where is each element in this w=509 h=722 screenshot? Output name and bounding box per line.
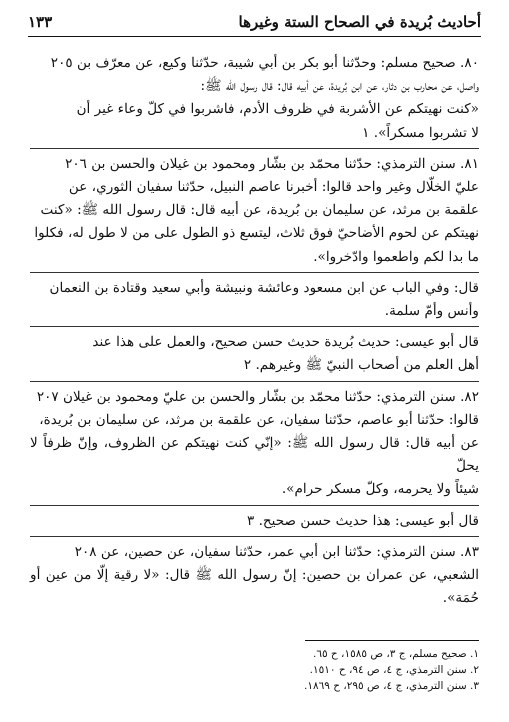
header-title: أحاديث بُريدة في الصحاح الستة وغيرها [238,13,481,31]
section-divider [30,381,479,382]
header-divider [28,36,481,37]
text-line: لا تشربوا مسكراً». ١ [362,124,479,141]
commentary-82 [30,510,479,533]
text-line: قالوا: حدّثنا أبو عاصم، حدّثنا سفيان، عن علقمة بن مرثد، عن سليمان بن بُريدة، [39,411,479,428]
section-divider [30,505,479,506]
commentary-81-b [30,331,479,377]
page-body [30,52,479,610]
text-line: وأنس وأمّ سلمة. [384,303,479,320]
running-header [28,10,481,34]
text-line: عليّ الخلّال وغير واحد قالوا: أخبرنا عاصم النبيل، حدّثنا سفيان الثوري، عن [68,179,479,196]
text-line: الشعبي، عن عمران بن حصين: إنّ رسول الله ﷺ قال: «لا رقية إلّا من عين أو حُمَة». [30,567,479,607]
hadith-82 [30,386,479,502]
text-line: واصل، عن محارب بن دثار، عن ابن بُريدة، عن أبيه قال: قال رسول الله ﷺ: [200,78,479,95]
section-divider [30,272,479,273]
footnote-divider [305,640,479,641]
text-line: ٨٠. صحيح مسلم: وحدّثنا أبو بكر بن أبي شيبة، حدّثنا وكيع، عن معرّف بن ٢٠٥ [50,55,479,71]
footnote: ٢. سنن الترمذي، ج ٤، ص ٩٤، ح ١٥١٠. [309,664,479,676]
text-line: علقمة بن مرثد، عن سليمان بن بُريدة، عن أبيه قال: قال رسول الله ﷺ: «كنت [40,202,479,219]
text-line: قال أبو عيسى: حديث بُريدة حديث حسن صحيح، والعمل على هذا عند [92,334,479,351]
section-divider [30,326,479,327]
text-line: شيئاً ولا يحرمه، وكلّ مسكر حرام». [281,481,479,498]
hadith-83 [30,541,479,611]
text-line: أهل العلم من أصحاب النبيّ ﷺ وغيرهم. ٢ [243,357,479,374]
text-line: ٨٢. سنن الترمذي: حدّثنا محمّد بن بشّار والحسن بن عليّ ومحمود بن غيلان ٢٠٧ [36,388,479,405]
text-line: ٨١. سنن الترمذي: حدّثنا محمّد بن بشّار ومحمود بن غيلان والحسن بن ٢٠٦ [65,155,479,172]
footnotes [30,646,479,694]
text-line: عن أبيه قال: قال رسول الله ﷺ: «إنّي كنت نهيتكم عن الظروف، وإنّ ظرفاً لا يحلّ [30,435,479,475]
section-divider [30,148,479,149]
footnote: ٣. سنن الترمذي، ج ٤، ص ٢٩٥، ح ١٨٦٩. [304,680,479,692]
footnote: ١. صحيح مسلم، ج ٣، ص ١٥٨٥، ح ٦٥. [312,648,479,660]
section-divider [30,536,479,537]
text-line: ما بدا لكم واطعموا وادّخروا». [313,248,479,265]
hadith-81 [30,153,479,269]
text-line: نهيتكم عن لحوم الأضاحيّ فوق ثلاث، ليتسع ذو الطول على من لا طول له، فكلوا [34,225,479,242]
text-line: «كنت نهيتكم عن الأشربة في ظروف الأدم، فاشربوا في كلّ وعاء غير أن [76,101,479,118]
page-number: ١٣٣ [28,13,53,31]
text-line: ٨٣. سنن الترمذي: حدّثنا ابن أبي عمر، حدّثنا سفيان، عن حصين، عن ٢٠٨ [74,543,479,560]
text-line: قال: وفي الباب عن ابن مسعود وعائشة ونبيشة وأبي سعيد وقتادة بن النعمان [49,279,479,296]
commentary-81-a [30,277,479,323]
text-line: قال أبو عيسى: هذا حديث حسن صحيح. ٣ [246,512,479,529]
hadith-80 [30,52,479,145]
